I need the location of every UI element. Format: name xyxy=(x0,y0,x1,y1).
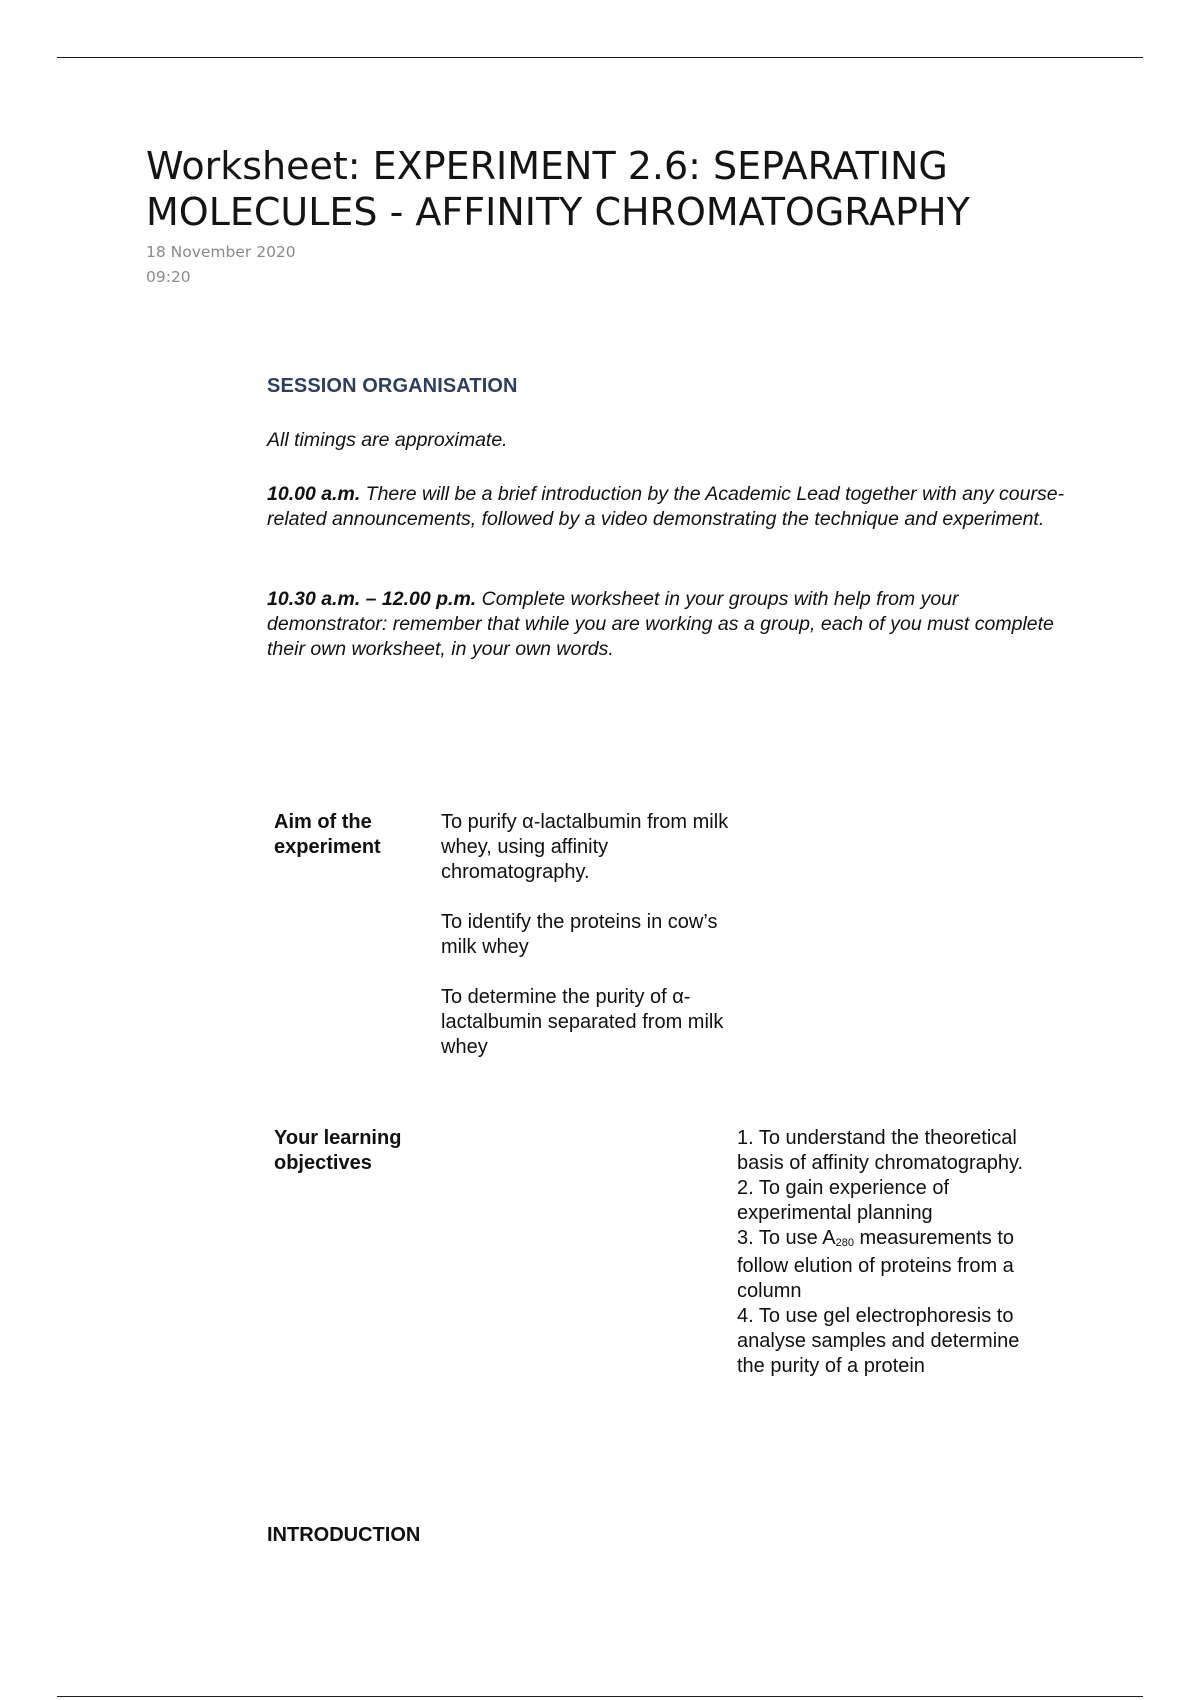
bottom-rule xyxy=(57,1696,1143,1697)
objective-item: 2. To gain experience of experimental planning xyxy=(737,1177,950,1224)
timings-note: All timings are approximate. xyxy=(267,429,508,451)
objective-item: 1. To understand the theoretical basis of affinity chromatography. xyxy=(737,1127,1024,1174)
session-item-time: 10.30 a.m. – 12.00 p.m. xyxy=(267,588,477,610)
introduction-heading: INTRODUCTION xyxy=(267,1524,421,1546)
objectives-label: Your learning objectives xyxy=(274,1127,402,1174)
aim-list xyxy=(441,810,731,1085)
session-item xyxy=(267,587,1067,662)
page-date: 18 November 2020 xyxy=(146,243,296,261)
objective-item: 4. To use gel electrophoresis to analyse samples and determine the purity of a protein xyxy=(737,1305,1020,1377)
page-time: 09:20 xyxy=(146,268,191,286)
top-rule xyxy=(57,57,1143,58)
session-item xyxy=(267,482,1067,532)
session-organisation-heading: SESSION ORGANISATION xyxy=(267,375,518,397)
objective-item-subscript: 280 xyxy=(835,1237,854,1249)
objective-item-suffix: measurements to follow elution of proteins from a column xyxy=(737,1227,1015,1302)
page-title: Worksheet: EXPERIMENT 2.6: SEPARATING MOLECULES - AFFINITY CHROMATOGRAPHY xyxy=(146,144,970,234)
session-item-text: Complete worksheet in your groups with help from your demonstrator: remember that while you are working as a group, each of you must complete their own worksheet, in your own words. xyxy=(267,588,1054,660)
objective-item-prefix: 3. To use A xyxy=(737,1227,836,1249)
aim-item: To identify the proteins in cow’s milk whey xyxy=(441,911,718,958)
session-item-text: There will be a brief introduction by the Academic Lead together with any course-related announcements, followed by a video demonstrating the technique and experiment. xyxy=(267,483,1065,530)
aim-item: To purify α-lactalbumin from milk whey, using affinity chromatography. xyxy=(441,811,729,883)
session-item-time: 10.00 a.m. xyxy=(267,483,361,505)
objectives-list xyxy=(737,1126,1037,1379)
aim-item: To determine the purity of α-lactalbumin separated from milk whey xyxy=(441,986,724,1058)
objective-item xyxy=(737,1226,1037,1304)
aim-label: Aim of the experiment xyxy=(274,811,381,858)
